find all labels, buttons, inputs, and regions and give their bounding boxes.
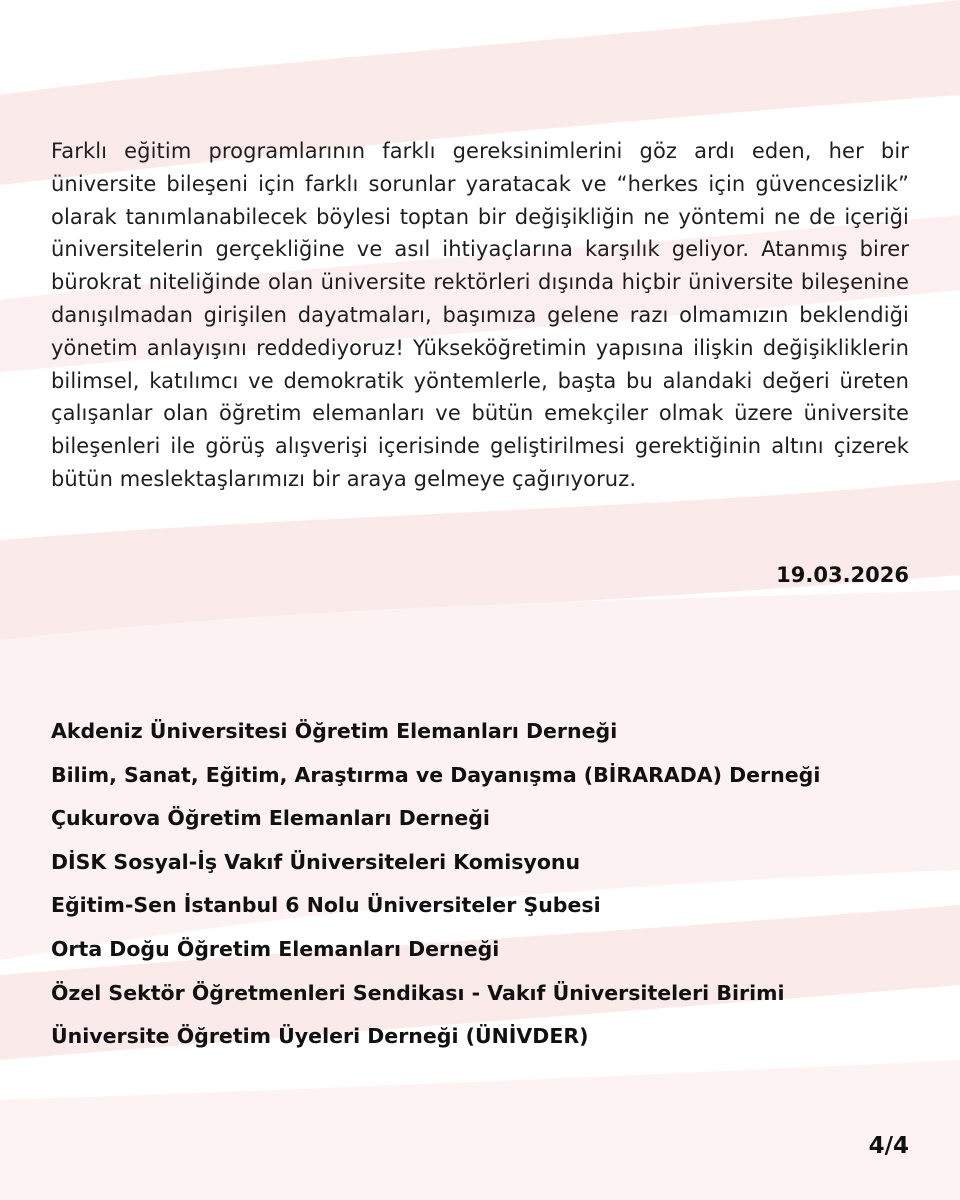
page-number: 4/4 xyxy=(868,1133,909,1159)
signatory-item: Özel Sektör Öğretmenleri Sendikası - Vakıf Üniversiteleri Birimi xyxy=(51,980,785,1005)
document-date: 19.03.2026 xyxy=(776,563,909,587)
signatory-item: DİSK Sosyal-İş Vakıf Üniversiteleri Komisyonu xyxy=(51,849,581,874)
body-paragraph: Farklı eğitim programlarının farklı gereksinimlerini göz ardı eden, her bir üniversite bileşeni için farklı sorunlar yaratacak ve “herkes için güvencesizlik” olarak tanımlanabilecek böylesi toptan bir değişikliğin ne yöntemi ne de içeriği üniversitelerin gerçekliğine ve asıl ihtiyaçlarına karşılık geliyor. Atanmış birer bürokrat niteliğinde olan üniversite rektörleri dışında hiçbir üniversite bileşenine danışılmadan girişilen dayatmaları, başımıza gelene razı olmamızın beklendiği yönetim anlayışını reddediyoruz! Yükseköğretimin yapısına ilişkin değişikliklerin bilimsel, katılımcı ve demokratik yöntemlerle, başta bu alandaki değeri üreten çalışanlar olan öğretim elemanları ve bütün emekçiler olmak üzere üniversite bileşenleri ile görüş alışverişi içerisinde geliştirilmesi gerektiğinin altını çizerek bütün meslektaşlarımızı bir araya gelmeye çağırıyoruz. xyxy=(51,139,909,491)
signatory-item: Üniversite Öğretim Üyeleri Derneği (ÜNİVDER) xyxy=(51,1024,589,1049)
signatory-item: Orta Doğu Öğretim Elemanları Derneği xyxy=(51,936,500,961)
signatories-list xyxy=(51,713,909,1062)
signatory-item: Akdeniz Üniversitesi Öğretim Elemanları Derneği xyxy=(51,719,618,743)
signatory-item: Çukurova Öğretim Elemanları Derneği xyxy=(51,806,490,831)
signatory-item: Bilim, Sanat, Eğitim, Araştırma ve Dayanışma (BİRARADA) Derneği xyxy=(51,762,821,787)
signatory-item: Eğitim-Sen İstanbul 6 Nolu Üniversiteler Şubesi xyxy=(51,893,601,918)
